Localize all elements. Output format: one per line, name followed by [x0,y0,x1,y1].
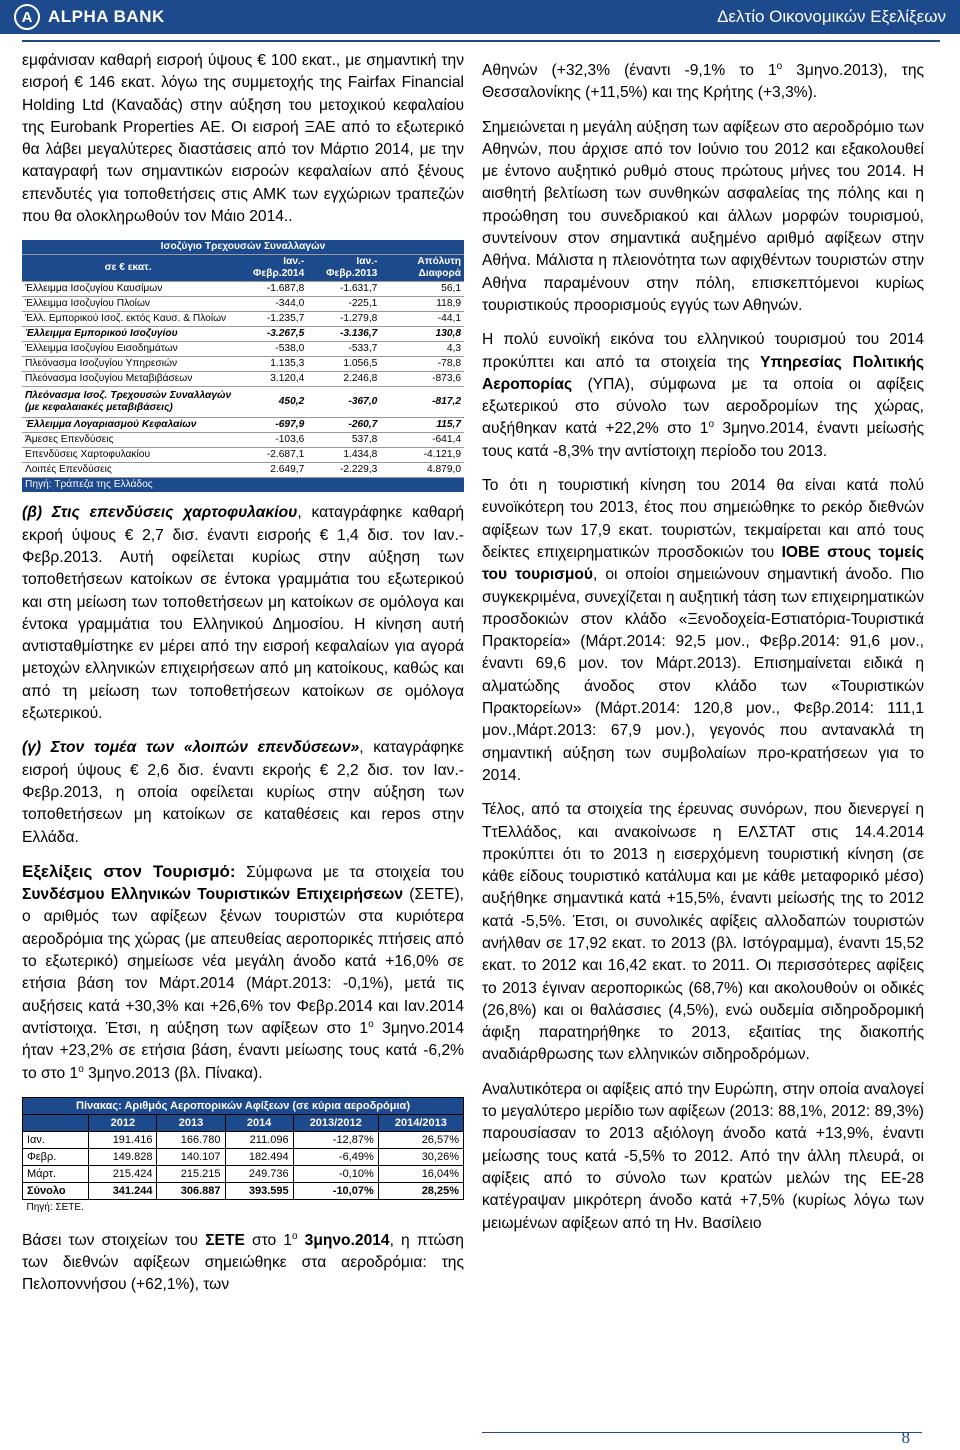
col-header: Ιαν.-Φεβρ.2014 [234,255,307,282]
table-cell: 115,7 [380,418,464,433]
col-header: 2012 [89,1114,157,1131]
table-cell: 140.107 [157,1148,225,1165]
body-text: Βάσει των στοιχείων του [22,1231,206,1249]
table-row [23,1131,464,1148]
corner-cell [23,1114,89,1131]
table-cell: 118,9 [380,297,464,312]
table-cell: -260,7 [307,418,380,433]
body-text: ΙΟΒΕ στους τομείς του τουρισμού [482,543,924,584]
paragraph: Αναλυτικότερα οι αφίξεις από την Ευρώπη, στην οποία αναλογεί το μεγαλύτερο μερίδιο των αφίξεων (2013: 88,1%, 2012: 89,3%) παρουσίασαν το 2013 αξιόλογη άνοδο κατά +13,9%, έναντι μείωσης τους κατά -5,5% το 2012. Από την άλλη πλευρά, οι αφίξεις από το σύνολο των κρατών μελών της ΕΕ-28 κατέγραψαν μικρότερη άνοδο κατά +7,5% (κυρίως λόγω των μειωμένων αφίξεων από τη Ην. Βασίλειο [482,1080,924,1232]
table-cell: 2.246,8 [307,372,380,387]
table-cell: -641,4 [380,433,464,448]
paragraph [482,60,924,105]
superscript: ο [78,1063,84,1075]
body-text: 3μηνο.2014 ήταν +23,2% σε ετήσια βάση, έναντι μείωσης τους κατά -6,2% το στο 1 [22,1019,464,1082]
table-cell: -6,49% [293,1148,378,1165]
paragraph: Τέλος, από τα στοιχεία της έρευνας συνόρων, που διενεργεί η ΤτΕλλάδος, και ανακοίνωσε η ΕΛΣΤΑΤ στις 14.4.2014 προκύπτει ότι το 2013 η εισερχόμενη τουριστική κίνηση (σε κάθε είδους τουριστικό κατάλυμα και με κάθε μεταφορικό μέσο) αυξήθηκε σημαντικά κατά +15,5%, έναντι μείωσής της το 2012 κατά -5,5%. Έτσι, οι συνολικές αφίξεις αλλοδαπών τουριστών ανήλθαν σε 17,92 εκατ. το 2013 (βλ. Ιστόγραμμα), έναντι 15,52 εκατ. το 2012 και 16,42 εκατ. το 2011. Οι περισσότερες αφίξεις το 2013 έγιναν αεροπορικώς (68,7%) και ακολουθούν οι οδικές (26,8%) και οι θαλάσσιες (4,5%), ενώ ουδεμία σιδηροδρομική άφιξη παρατηρήθηκε το 2013, εξαιτίας της διακοπής αναδιάρθρωσης των ελληνικών σιδηροδρόμων. [482,801,924,1064]
row-label: Ιαν. [23,1131,89,1148]
table-cell: -817,2 [380,387,464,418]
body-text: (ΥΠΑ), σύμφωνα με τα οποία οι αφίξεις εξωτερικού στο σύνολο των αεροδρομίων της χώρας, αυξήθηκαν κατά +22,2% στο 1 [482,375,924,438]
table-row [22,387,464,418]
table-cell: -1.235,7 [234,312,307,327]
table-row [22,372,464,387]
table-cell: 393.595 [225,1182,293,1199]
table-cell: -1.631,7 [307,282,380,297]
body-text: Σύμφωνα με τα στοιχεία του [235,863,464,881]
table-source-row [22,478,464,493]
table-cell: -0,10% [293,1165,378,1182]
table-cell: -344,0 [234,297,307,312]
body-text: 3μηνο.2014 [297,1231,390,1249]
logo-text: ALPHA BANK [48,7,165,26]
table-row [22,448,464,463]
row-label: Έλλειμμα Εμπορικού Ισοζυγίου [22,327,234,342]
table-cell: 191.416 [89,1131,157,1148]
body-text: Συνδέσμου Ελληνικών Τουριστικών Επιχειρήσεων [22,886,403,904]
table-cell: -2.687,1 [234,448,307,463]
table-row [23,1165,464,1182]
row-label: Έλλειμμα Ισοζυγίου Εισοδημάτων [22,342,234,357]
table-cell: 4,3 [380,342,464,357]
paragraph: εμφάνισαν καθαρή εισροή ύψους € 100 εκατ., με σημαντική την εισροή € 146 εκατ. λόγω της συμμετοχής της Fairfax Financial Holding Ltd (Καναδάς) στην αύξηση του μετοχικού κεφαλαίου της Eurobank Properties ΑΕ. Οι εισροή ΞΑΕ από το εξωτερικό θα λάβει μεγαλύτερες διαστάσεις από τον Μάρτιο 2014, με την καταγραφή των σημαντικών εισροών κεφαλαίων από ξένους επενδυτές για τοποθετήσεις στις ΑΜΚ των εγχώριων τραπεζών που θα ολοκληρωθούν τον Μάιο 2014.. [22,52,464,226]
table-cell: 215.424 [89,1165,157,1182]
table-header-row [23,1114,464,1131]
col-header: 2013/2012 [293,1114,378,1131]
paragraph [482,329,924,463]
lead-text: (γ) Στον τομέα των «λοιπών επενδύσεων» [22,739,360,757]
body-text: 3μηνο.2014, έναντι μείωσής τους κατά -8,3% την αντίστοιχη περίοδο του 2013. [482,420,924,460]
table-cell: 130,8 [380,327,464,342]
section-heading: Εξελίξεις στον Τουρισμό: [22,861,236,881]
row-label: Πλεόνασμα Ισοζυγίου Μεταβιβάσεων [22,372,234,387]
table-cell: 3.120,4 [234,372,307,387]
table-row [22,433,464,448]
table-cell: 16,04% [378,1165,463,1182]
table-row [22,342,464,357]
table-cell: 182.494 [225,1148,293,1165]
table-cell: 249.736 [225,1165,293,1182]
lead-text: (β) Στις επενδύσεις χαρτοφυλακίου [22,504,298,522]
superscript: ο [291,1230,298,1242]
left-column [22,50,464,1309]
right-column [482,60,924,1247]
row-label: Λοιπές Επενδύσεις [22,463,234,478]
table-cell: 166.780 [157,1131,225,1148]
table-cell: 26,57% [378,1131,463,1148]
table-cell: -3.267,5 [234,327,307,342]
table-cell: 1.434,8 [307,448,380,463]
current-account-table [22,240,464,492]
table-row [23,1148,464,1165]
table-cell: -12,87% [293,1131,378,1148]
body-text: Υπηρεσίας Πολιτικής Αεροπορίας [482,353,924,393]
table-title: Ισοζύγιο Τρεχουσών Συναλλαγών [22,240,464,255]
table-cell: -3.136,7 [307,327,380,342]
col-header: 2014 [225,1114,293,1131]
table-cell: 56,1 [380,282,464,297]
table-cell: -4.121,9 [380,448,464,463]
col-header: Ιαν.-Φεβρ.2013 [307,255,380,282]
row-label: Σύνολο [23,1182,89,1199]
row-label: Φεβρ. [23,1148,89,1165]
table-row [22,282,464,297]
col-header: 2013 [157,1114,225,1131]
row-label: Έλλ. Εμπορικού Ισοζ. εκτός Καυσ. & Πλοίων [22,312,234,327]
table-cell: -1.687,8 [234,282,307,297]
table-cell: 450,2 [234,387,307,418]
superscript: ο [368,1018,374,1030]
row-label: Πλεόνασμα Ισοζ. Τρεχουσών Συναλλαγών (με κεφαλαιακές μεταβιβάσεις) [22,387,234,418]
table-row [22,357,464,372]
col-header: Απόλυτη Διαφορά [380,255,464,282]
paragraph: Σημειώνεται η μεγάλη αύξηση των αφίξεων στο αεροδρόμιο των Αθηνών, που άρχισε από τον Ιούνιο του 2012 και εξακολουθεί με έντονο αυξητικό ρυθμό στους πρώτους μήνες του 2014. Η αισθητή βελτίωση των συνθηκών ασφαλείας της πόλης και η προώθηση του συνεδριακού και άλλων μορφών τουρισμού, συντείνουν στον σημαντικά αυξημένο αριθμό αφίξεων στην Αθήνα. Μάλιστα η πλειονότητα των αφιχθέντων τουριστών στην Αθήνα παραμένουν στην πόλη, επισκεπτόμενοι κυρίως τουριστικούς προορισμούς εγγύς των Αθηνών. [482,118,924,314]
table-cell: -2.229,3 [307,463,380,478]
body-text: Το ότι η τουριστική κίνηση του 2014 θα είναι κατά πολύ ευνοϊκότερη του 2013, έτος που σημειώθηκε το ρεκόρ διεθνών αφίξεων των 17,9 εκατ. τουριστών, τεκμαίρεται και από τους δείκτες επιχειρηματικών προσδοκιών του [482,477,924,561]
row-label: Πλεόνασμα Ισοζυγίου Υπηρεσιών [22,357,234,372]
row-label: Έλλειμμα Λογαριασμού Κεφαλαίων [22,418,234,433]
row-label: Μάρτ. [23,1165,89,1182]
table-cell: -78,8 [380,357,464,372]
table-source-row [23,1199,464,1216]
table-cell: -533,7 [307,342,380,357]
body-text: , καταγράφηκε εισροή ύψους € 2,6 δισ. έναντι εκροής € 2,2 δισ. τον Ιαν.-Φεβρ.2013, η οποία οφείλεται κυρίως στην αύξηση των τοποθετήσεων μη κατοίκων σε καταθέσεις και repos στην Ελλάδα. [22,739,464,846]
bank-logo [14,4,165,30]
table-cell: -103,6 [234,433,307,448]
row-label: Άμεσες Επενδύσεις [22,433,234,448]
table-cell: -1.279,8 [307,312,380,327]
table-cell: 1.135,3 [234,357,307,372]
table-cell: 2.649,7 [234,463,307,478]
table-header-row [22,255,464,282]
unit-header: σε € εκατ. [22,255,234,282]
table-cell: 306.887 [157,1182,225,1199]
row-label: Έλλειμμα Ισοζυγίου Πλοίων [22,297,234,312]
body-text: , καταγράφηκε καθαρή εκροή ύψους € 2,7 δισ. έναντι εισροής € 1,4 δισ. τον Ιαν.-Φεβρ.2013. Αυτή οφείλεται κυρίως στην αύξηση των τοποθετήσεων κατοίκων σε έντοκα γραμμάτια του εξωτερικού και στη μείωση των τοποθετήσεων μη κατοίκων σε ομόλογα και έντοκα γραμμάτια του Ελληνικού Δημοσίου. Η κίνηση αυτή αντισταθμίστηκε εν μέρει από την εισροή κεφαλαίων για αγορά μετοχών ελληνικών επιχειρήσεων από μη κατοίκους, καθώς και από τη μείωση των τοποθετήσεων κατοίκων σε ομόλογα εξωτερικού. [22,504,464,723]
table-cell: 28,25% [378,1182,463,1199]
table-cell: -538,0 [234,342,307,357]
table-cell: 341.244 [89,1182,157,1199]
paragraph [22,502,464,725]
paragraph [482,475,924,787]
table-cell: -367,0 [307,387,380,418]
table-row [22,418,464,433]
body-text: Η πολύ ευνοϊκή εικόνα του ελληνικού τουρισμού του 2014 προκύπτει και από τα στοιχεία της [482,331,924,371]
table-cell: 30,26% [378,1148,463,1165]
col-header: 2014/2013 [378,1114,463,1131]
header-bar [0,0,960,34]
table-cell: 215.215 [157,1165,225,1182]
air-arrivals-table [22,1097,464,1216]
row-label: Έλλειμμα Ισοζυγίου Καυσίμων [22,282,234,297]
superscript: ο [708,419,714,431]
header-rule [22,40,940,42]
row-label: Επενδύσεις Χαρτοφυλακίου [22,448,234,463]
paragraph [22,737,464,848]
table-cell: -44,1 [380,312,464,327]
table-cell: -225,1 [307,297,380,312]
body-text: (ΣΕΤΕ), ο αριθμός των αφίξεων ξένων τουριστών στα κυριότερα αεροδρόμια της χώρας (με απευθείας αεροπορικές πτήσεις από το εξωτερικό) σημείωσε νέα μεγάλη άνοδο κατά +16,0% σε ετήσια βάση τον Μάρτ.2014 (Μάρτ.2013: -0,1%), μετά τις αυξήσεις κατά +30,3% και +26,6% τον Φεβρ.2014 και Ιαν.2014 αντίστοιχα. Έτσι, η αύξηση των αφίξεων στο 1 [22,886,464,1037]
table-row [22,327,464,342]
table-row [23,1182,464,1199]
table-cell: 4.879,0 [380,463,464,478]
body-text: Αθηνών (+32,3% (έναντι -9,1% το 1 [482,62,777,79]
table-cell: 211.096 [225,1131,293,1148]
page-number: 8 [901,1428,910,1447]
table-cell: 537,8 [307,433,380,448]
alpha-logo-icon: A [14,4,40,30]
table-row [22,297,464,312]
table-cell: 149.828 [89,1148,157,1165]
table-cell: 1.056,5 [307,357,380,372]
superscript: ο [776,60,783,72]
table-cell: -873,6 [380,372,464,387]
bulletin-title: Δελτίο Οικονομικών Εξελίξεων [717,7,946,26]
table-cell: -10,07% [293,1182,378,1199]
table-title-row [22,240,464,255]
table-source: Πηγή: Τράπεζα της Ελλάδος [22,478,464,493]
table-cell: -697,9 [234,418,307,433]
table-title-row [23,1097,464,1114]
body-text: , η πτώση των διεθνών αφίξεων σημειώθηκε στα αεροδρόμια: της Πελοποννήσου (+62,1%), των [22,1231,464,1294]
table-title: Πίνακας: Αριθμός Αεροπορικών Αφίξεων (σε κύρια αεροδρόμια) [23,1097,464,1114]
table-row [22,312,464,327]
body-text: 3μηνο.2013), της Θεσσαλονίκης (+11,5%) και της Κρήτης (+3,3%). [482,62,925,102]
paragraph [22,861,464,1085]
footer-rule [482,1432,922,1433]
table-source: Πηγή: ΣΕΤΕ. [26,1201,84,1213]
paragraph [22,1230,464,1297]
body-text: 3μηνο.2013 (βλ. Πίνακα). [83,1064,263,1082]
table-row [22,463,464,478]
body-text: ΣΕΤΕ [205,1231,245,1249]
body-text: στο 1 [244,1231,292,1249]
body-text: , οι οποίοι σημειώνουν σημαντική άνοδο. Πιο συγκεκριμένα, συνεχίζεται η αυξητική τάση των επιχειρηματικών προσδοκιών στον κλάδο «Ξενοδοχεία-Εστιατόρια-Τουριστικά Πρακτορεία» (Μάρτ.2014: 92,5 μον., Φεβρ.2014: 91,6 μον., έναντι 69,6 μον. τον Μάρτ.2013). Επισημαίνεται ειδικά η αλματώδης άνοδος στον κλάδο των «Τουριστικών Πρακτορείων» (Μάρτ.2014: 120,8 μον., Φεβρ.2014: 111,1 μον.,Μάρτ.2013: 67,9 μον.), γεγονός που αντανακλά τη σημαντική αύξηση των συμβολαίων προ-κρατήσεων για το 2014. [482,566,924,784]
